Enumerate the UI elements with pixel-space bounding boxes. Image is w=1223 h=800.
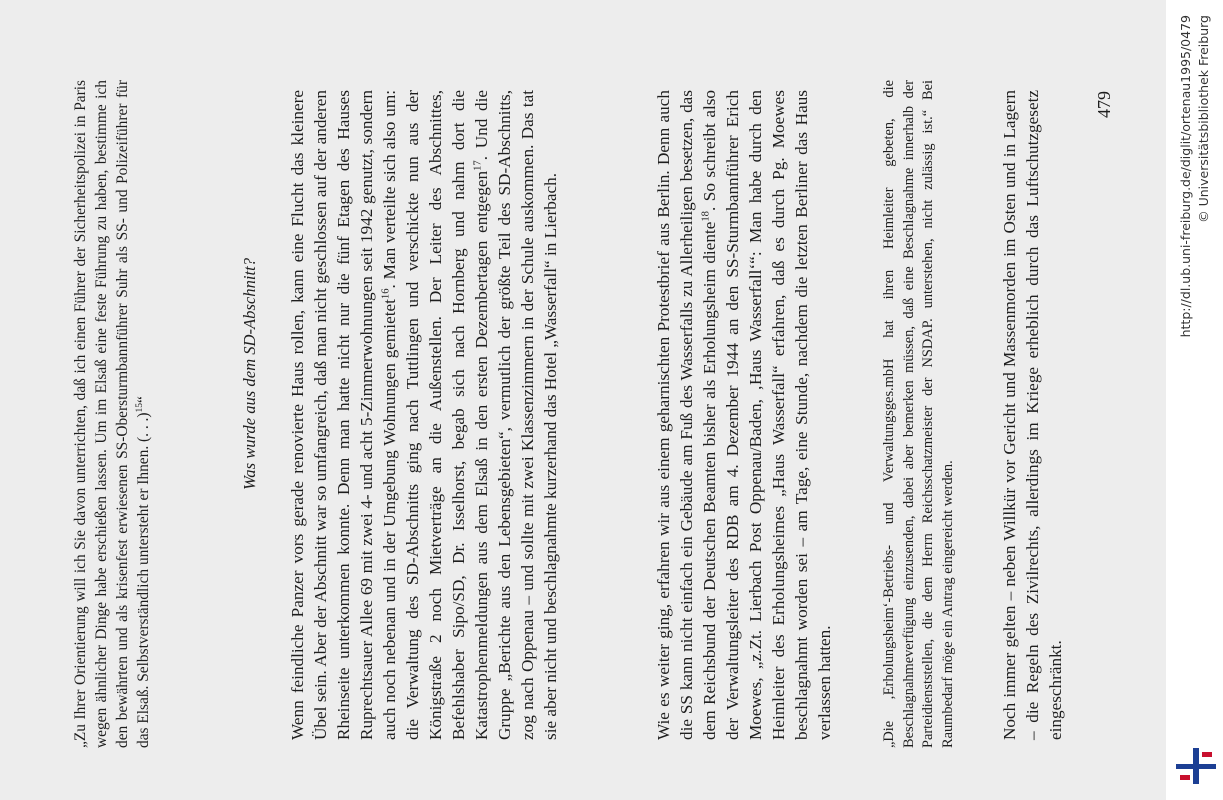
copyright-notice: © Universitätsbibliothek Freiburg xyxy=(1196,15,1211,223)
page-number: 479 xyxy=(1094,91,1114,118)
footnote-ref-18: 18 xyxy=(700,211,712,222)
paragraph-3: Noch immer gelten – neben Willkür vor Gericht und Massenmorden im Osten und in Lagern – die Regeln des Zivilrechts, allerdings im Kriege erheblich durch das Luftschutzgesetz eingeschränkt. xyxy=(1000,90,1065,740)
footnote-ref-17: 17 xyxy=(472,160,484,171)
logo-red-mark-bottom xyxy=(1180,775,1190,780)
ub-freiburg-logo-icon xyxy=(1176,744,1216,788)
logo-blue-stem xyxy=(1193,748,1199,784)
quote-paragraph-2: „Die ‚Erholungsheim‘-Betriebs- und Verwaltungsges.mbH hat ihren Heimleiter gebeten, die Beschlagnahmeverfügung einzusenden, dabei aber bemerken müssen, daß eine Beschlagnahme innerhalb der Parteidienststellen, die dem Herrn Reichsschatzmeister der NSDAP. unterstehen, nicht zulässig ist.“ Bei Raumbedarf möge ein Antrag eingereicht werden. xyxy=(881,80,956,748)
quote-paragraph-1: „Zu Ihrer Orientierung will ich Sie davon unterrichten, daß ich einen Führer der Sicherheitspolizei in Paris wegen ähnlicher Dinge habe erschießen lassen. Um im Elsaß eine feste Führung zu haben, bestimme ich den bewährten und als krisenfest erwiesenen SS-Obersturmbannführer Suhr als SS- und Polizeiführer für das Elsaß. Selbstverständlich untersteht er Ihnen. (. . .)$^{15}$“ xyxy=(72,80,152,748)
footnote-ref-16: 16 xyxy=(380,288,392,300)
footnote-ref-15: 15 xyxy=(133,402,145,413)
logo-red-mark-top xyxy=(1202,752,1212,757)
library-stamp-strip xyxy=(1166,0,1223,800)
section-heading: Was wurde aus dem SD-Abschnitt? xyxy=(240,258,259,490)
stamp-text xyxy=(1166,0,1223,800)
paragraph-2: Wie es weiter ging, erfahren wir aus einem geharnischten Protestbrief aus Berlin. Denn auch die SS kann nicht einfach ein Gebäude am Fuß des Wasserfalls zu Allerheiligen besetzen, das dem Reichsbund der Deutschen Beamten bisher als Erholungsheim diente$^{18}$. So schreibt also der Verwaltungsleiter des RDB am 4. Dezember 1944 an den SS-Sturmbannführer Erich Moewes, „z.Zt. Lierbach Post Oppenau/Baden, ‚Haus Wasserfall‘“: Man habe durch den Heimleiter des Erholungsheimes „Haus Wasserfall“ erfahren, daß es durch Pg. Moewes beschlagnahmt worden sei – am Tage, eine Stunde, nachdem die letzten Berliner das Haus verlassen hatten. xyxy=(654,89,834,740)
paragraph-1: Wenn feindliche Panzer vors gerade renovierte Haus rollen, kann eine Flucht das kleinere Übel sein. Aber der Abschnitt war so umfangreich, daß man nicht geschlossen auf der anderen Rheinseite unterkommen konnte. Denn man hatte nicht nur die fünf Etagen des Hauses Ruprechtsauer Allee 69 mit zwei 4- und acht 5-Zimmerwohnungen seit 1942 genutzt, sondern auch noch nebenan und in der Umgebung Wohnungen gemietet$^{16}$. Man verteilte sich also um: die Verwaltung des SD-Abschnitts ging nach Tuttlingen und verschickte nun aus der Königstraße 2 noch Mietverträge an die Außenstellen. Der Leiter des Abschnittes, Befehlshaber Sipo/SD, Dr. Isselhorst, begab sich nach Hornberg und nahm dort die Katastrophenmeldungen aus dem Elsaß in den ersten Dezembertagen entgegen$^{17}$. Und die Gruppe „Berichte aus den Lebensgebieten“, vermutlich der größte Teil des SD-Abschnitts, zog nach Oppenau – und sollte mit zwei Klassenzimmern in der Schule auskommen. Das tat sie aber nicht und beschlagnahmte kurzerhand das Hotel „Wasserfall“ in Lierbach. xyxy=(288,90,560,740)
source-url-link[interactable]: http://dl.ub.uni-freiburg.de/diglit/ortenau1995/0479 xyxy=(1178,15,1193,338)
